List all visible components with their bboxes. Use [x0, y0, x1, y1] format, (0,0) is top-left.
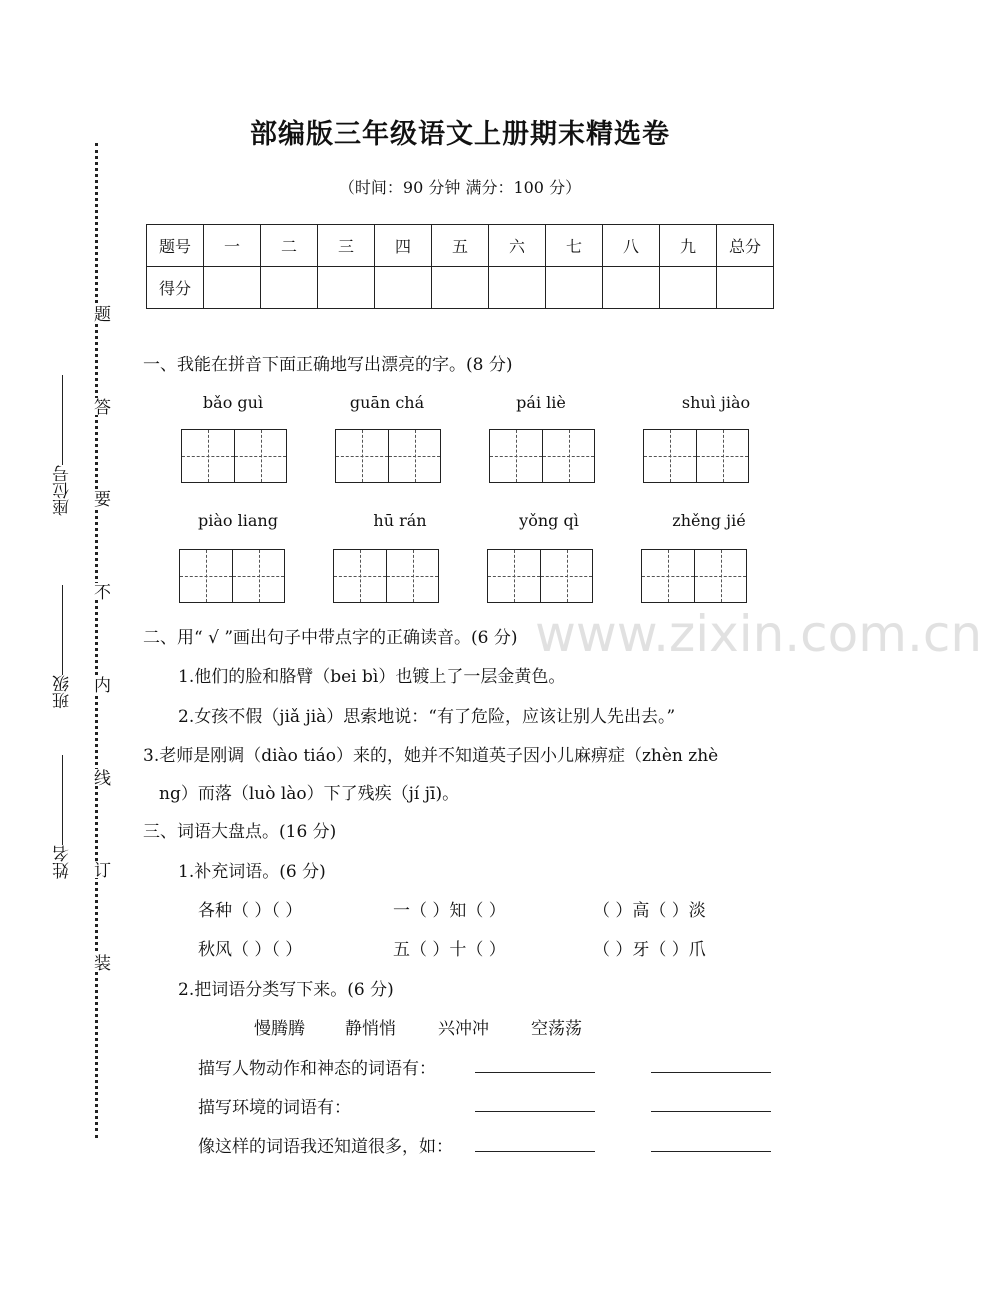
section1-heading: 一、我能在拼音下面正确地写出漂亮的字。(8 分): [143, 355, 513, 375]
exam-info: （时间：90 分钟 满分：100 分）: [338, 178, 582, 197]
writing-grid[interactable]: [335, 429, 441, 483]
pinyin-label: hū rán: [373, 511, 427, 530]
pinyin-label: bǎo guì: [202, 393, 264, 412]
class-field[interactable]: [50, 585, 75, 709]
word-item: 兴冲冲: [438, 1019, 489, 1039]
table-cell: 题号: [147, 225, 204, 267]
question-line: 3.老师是刚调（diào tiáo）来的，她并不知道英子因小儿麻痹症（zhèn zhè: [143, 746, 719, 766]
pinyin-label: guān chá: [349, 393, 425, 412]
question-line: ng）而落（luò lào）下了残疾（jí jī)。: [159, 784, 460, 804]
table-cell: 一: [204, 225, 261, 267]
table-row: [147, 267, 774, 309]
score-table: [146, 224, 774, 309]
table-cell: 得分: [147, 267, 204, 309]
table-cell: 六: [489, 225, 546, 267]
name-label: 姓名: [53, 845, 73, 879]
binding-word: 题: [88, 305, 113, 322]
section3-heading: 三、词语大盘点。(16 分): [143, 822, 337, 842]
binding-dotted-line: [95, 143, 98, 1138]
answer-blank[interactable]: [651, 1151, 771, 1152]
pinyin-label: zhěng jié: [672, 511, 746, 530]
table-cell: 总分: [717, 225, 774, 267]
score-input-cell[interactable]: [318, 267, 375, 309]
score-input-cell[interactable]: [204, 267, 261, 309]
fill-item[interactable]: 秋风（ ）（ ）: [198, 940, 303, 960]
pinyin-label: pái liè: [516, 393, 566, 412]
answer-blank[interactable]: [475, 1151, 595, 1152]
binding-word: 订: [88, 861, 113, 878]
writing-grid[interactable]: [489, 429, 595, 483]
answer-blank[interactable]: [475, 1111, 595, 1112]
answer-blank[interactable]: [651, 1111, 771, 1112]
binding-word: 答: [88, 398, 113, 415]
writing-grid[interactable]: [643, 429, 749, 483]
binding-word: 内: [88, 676, 113, 693]
score-input-cell[interactable]: [432, 267, 489, 309]
score-input-cell[interactable]: [660, 267, 717, 309]
table-cell: 七: [546, 225, 603, 267]
table-cell: 八: [603, 225, 660, 267]
writing-grid[interactable]: [487, 549, 593, 603]
writing-grid[interactable]: [181, 429, 287, 483]
word-item: 空荡荡: [531, 1019, 582, 1039]
fill-item[interactable]: 五（ ）十（ ）: [393, 940, 506, 960]
page-title: 部编版三年级语文上册期末精选卷: [250, 119, 670, 150]
answer-blank[interactable]: [475, 1072, 595, 1073]
binding-word: 装: [88, 954, 113, 971]
writing-grid[interactable]: [179, 549, 285, 603]
writing-grid[interactable]: [333, 549, 439, 603]
seat-number-label: 座位号: [53, 465, 73, 516]
binding-word: 线: [88, 769, 113, 786]
question-line: 1.他们的脸和胳臂（bei bì）也镀上了一层金黄色。: [178, 667, 566, 687]
score-input-cell[interactable]: [603, 267, 660, 309]
binding-word: 不: [88, 583, 113, 600]
pinyin-label: piào liang: [198, 511, 278, 530]
category-prompt: 像这样的词语我还知道很多，如：: [198, 1137, 453, 1157]
fill-item[interactable]: （ ）高（ ）淡: [593, 901, 706, 921]
answer-blank[interactable]: [651, 1072, 771, 1073]
table-cell: 九: [660, 225, 717, 267]
word-item: 静悄悄: [345, 1019, 396, 1039]
table-row: [147, 225, 774, 267]
table-cell: 四: [375, 225, 432, 267]
word-item: 慢腾腾: [254, 1019, 305, 1039]
class-label: 班级: [53, 675, 73, 709]
score-input-cell[interactable]: [717, 267, 774, 309]
seat-number-field[interactable]: [50, 375, 75, 516]
name-field[interactable]: [50, 755, 75, 879]
score-input-cell[interactable]: [375, 267, 432, 309]
fill-item[interactable]: （ ）牙（ ）爪: [593, 940, 706, 960]
category-prompt: 描写人物动作和神态的词语有：: [198, 1059, 436, 1079]
watermark: www.zixin.com.cn: [535, 605, 982, 663]
score-input-cell[interactable]: [261, 267, 318, 309]
table-cell: 五: [432, 225, 489, 267]
subsection-heading: 2.把词语分类写下来。(6 分): [178, 980, 394, 1000]
section2-heading: 二、用“ √ ”画出句子中带点字的正确读音。(6 分): [143, 628, 518, 648]
fill-item[interactable]: 各种（ ）（ ）: [198, 901, 303, 921]
table-cell: 三: [318, 225, 375, 267]
subsection-heading: 1.补充词语。(6 分): [178, 862, 326, 882]
binding-word: 要: [88, 490, 113, 507]
pinyin-label: yǒng qì: [519, 511, 579, 530]
score-input-cell[interactable]: [489, 267, 546, 309]
pinyin-label: shuì jiào: [681, 393, 751, 412]
writing-grid[interactable]: [641, 549, 747, 603]
score-input-cell[interactable]: [546, 267, 603, 309]
category-prompt: 描写环境的词语有：: [198, 1098, 351, 1118]
table-cell: 二: [261, 225, 318, 267]
question-line: 2.女孩不假（jiǎ jià）思索地说：“有了危险，应该让别人先出去。”: [178, 707, 676, 727]
fill-item[interactable]: 一（ ）知（ ）: [393, 901, 506, 921]
